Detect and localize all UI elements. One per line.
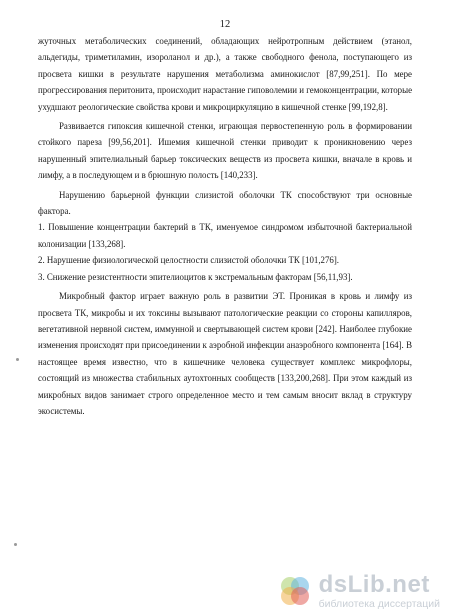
paragraph-1: жуточных метаболических соединений, обладающих нейротропным действием (этанол, альдегиды, триметиламин, изороланол и др.), а также свободного фенола, поступающего из просвета кишки в результате нарушения метаболизма аминокислот [87,99,251]. По мере прогрессирования перитонита, происходит нарастание гиповолемии и гемоконцентрации, которые ухудшают реологические свойства крови и микроциркуляцию в кишечной стенке [99,192,8]. — [38, 36, 413, 112]
watermark-brand: dsLib.net — [318, 570, 430, 598]
list-item-2: 2. Нарушение физиологической целостности слизистой оболочки ТК [101,276]. — [38, 255, 340, 266]
paragraph-2: Развивается гипоксия кишечной стенки, играющая первостепенную роль в формировании стойкого пареза [99,56,201]. Ишемия кишечной стенки приводит к проникновению через нарушенный эпителиальный барьер токсических веществ из просвета кишки, вначале в кровь и лимфу, а в последующем и в брюшную полость [140,233]. — [38, 121, 412, 181]
list-item-3: 3. Снижение резистентности эпителиоцитов к экстремальным факторам [56,11,93]. — [38, 271, 353, 282]
paragraph-3: Нарушению барьерной функции слизистой оболочки ТК способствуют три основные фактора. — [38, 189, 412, 217]
scan-speck — [14, 543, 17, 546]
watermark-subtitle: библиотека диссертаций — [318, 597, 440, 610]
paragraph-4: Микробный фактор играет важную роль в развитии ЭТ. Проникая в кровь и лимфу из просвета ТК, микробы и их токсины вызывают патологические реакции со стороны капилляров, вегетативной нервной систем, иммунной и свертывающей систем крови [242]. Наиболее глубокие изменения происходят при присоединении к аэробной инфекции анаэробного компонента [164]. В настоящее время известно, что в кишечнике человека существует комплекс микрофлоры, состоящий из множества стабильных аутохтонных сообществ [133,200,268]. При этом каждый из микробных видов занимает строго определенное место и тем самым вносит вклад в структуру экосистемы. — [38, 291, 412, 416]
document-body — [38, 33, 412, 419]
list-item-1: 1. Повышение концентрации бактерий в ТК, именуемое синдромом избыточной бактериальной колонизации [133,268]. — [38, 222, 412, 249]
watermark — [277, 570, 440, 610]
page-number: 12 — [219, 19, 231, 30]
scan-speck — [16, 358, 19, 361]
dslib-logo-icon — [277, 573, 313, 609]
